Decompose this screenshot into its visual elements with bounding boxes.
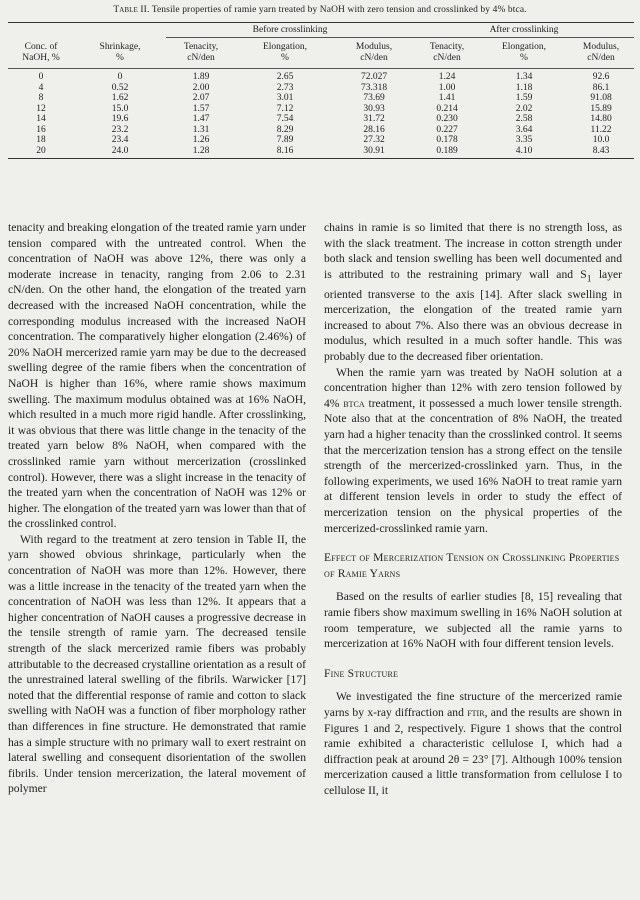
table-body bbox=[8, 69, 634, 159]
table-cell: 92.6 bbox=[592, 72, 610, 82]
column-header: Modulus, cN/den bbox=[334, 38, 414, 69]
table-cell: 0 bbox=[117, 72, 123, 82]
table-cell: 8.43 bbox=[592, 145, 610, 156]
small-caps-term: btca bbox=[343, 396, 365, 410]
column-header: Elongation, % bbox=[236, 38, 334, 69]
table-cell: 23.2 bbox=[111, 124, 129, 135]
table-cell: 0.178 bbox=[436, 135, 458, 145]
left-text-column bbox=[8, 220, 306, 797]
table-row bbox=[8, 93, 634, 104]
table-cell: 18 bbox=[36, 135, 46, 145]
table-cell: 14 bbox=[36, 114, 46, 124]
column-header: Tenacity, cN/den bbox=[414, 38, 480, 69]
table-cell: 1.24 bbox=[438, 72, 456, 82]
table-cell: 1.62 bbox=[111, 93, 129, 103]
table-cell: 0 bbox=[38, 72, 44, 82]
section-heading: Fine Structure bbox=[324, 666, 399, 680]
table-row bbox=[8, 104, 634, 115]
table-cell: 2.65 bbox=[276, 72, 294, 82]
table-cell: 8.16 bbox=[276, 145, 294, 156]
table-cell: 1.47 bbox=[192, 114, 210, 124]
column-header: Modulus, cN/den bbox=[568, 38, 634, 69]
paragraph: chains in ramie is so limited that there is no strength loss, as with the slack treatment. The increase in cotton strength under both slack and tension swelling has been well documented and is attributed to the restraining primary wall and $S_1$ layer oriented transverse to the axis [14]. After slack swelling in mercerization, the elongation of the treated ramie yarn increased to about 7%. Also there was an obvious decrease in modulus, which resulted in a much softer handle. This was probably due to the decreased fiber orientation. bbox=[324, 221, 622, 364]
table-cell: 3.64 bbox=[515, 124, 533, 135]
table-cell: 12 bbox=[36, 103, 46, 114]
paragraph: When the ramie yarn was treated by NaOH solution at a concentration higher than 12% with zero tension followed by 4% btca treatment, it possessed a much lower tensile strength. Note also that at the concentration of 8% NaOH, the treated yarn had a higher tenacity than the crosslinked control. It seems that the mercerization tension has a strong effect on the tensile strength of the mercerized-crosslinked yarn. Thus, in the following experiments, we used 16% NaOH to treat ramie yarn at different tension levels in order to study the effect of mercerization tension on the physical properties of the mercerized-crosslinked ramie yarn. bbox=[324, 365, 622, 535]
table-caption bbox=[0, 5, 640, 15]
table-cell: 20 bbox=[36, 145, 46, 156]
table-cell: 1.41 bbox=[438, 93, 456, 103]
table-cell: 7.54 bbox=[276, 114, 294, 124]
table-cell: 3.01 bbox=[276, 93, 294, 103]
table-cell: 27.32 bbox=[363, 135, 385, 145]
table-cell: 1.31 bbox=[192, 124, 210, 135]
table-cell: 1.89 bbox=[192, 72, 210, 82]
table-cell: 1.18 bbox=[515, 82, 533, 93]
table-cell: 0.52 bbox=[111, 82, 129, 93]
table-cell: 86.1 bbox=[592, 82, 610, 93]
tensile-properties-table bbox=[8, 22, 634, 159]
table-row bbox=[8, 146, 634, 159]
table-cell: 2.00 bbox=[192, 82, 210, 93]
table-row bbox=[8, 125, 634, 136]
paragraph: We investigated the fine structure of the mercerized ramie yarns by x-ray diffraction and ftir, and the results are shown in Figures 1 and 2, respectively. Figure 1 shows that the control ramie exhibited a characteristic cellulose I, which had a diffraction peak at around 2θ = 23° [7]. Although 100% tension mercerization caused a little transformation from cellulose I to cellulose II, it bbox=[324, 690, 622, 797]
section-heading: Effect of Mercerization Tension on Crosslinking Properties of Ramie Yarns bbox=[324, 551, 620, 580]
table-row bbox=[8, 114, 634, 125]
table-cell: 1.26 bbox=[192, 135, 210, 145]
subscript: 1 bbox=[586, 273, 592, 285]
table-cell: 3.35 bbox=[515, 135, 533, 145]
table-cell: 0.227 bbox=[436, 124, 458, 135]
right-text-column bbox=[324, 220, 622, 799]
table-cell: 1.34 bbox=[515, 72, 533, 82]
column-header: Elongation, % bbox=[480, 38, 568, 69]
table-cell: 15.0 bbox=[111, 103, 129, 114]
paragraph: tenacity and breaking elongation of the treated ramie yarn under tension compared with the untreated control. When the concentration of NaOH was above 12%, there was only a moderate increase in tenacity, ranging from 2.06 to 2.31 cN/den. On the other hand, the elongation of the treated yarn decreased with the increased NaOH concentration, while the corresponding modulus increased with the increased NaOH concentration. The comparatively higher elongation (2.46%) of 20% NaOH mercerized ramie yarn may be due to the decreased swelling degree of the ramie fibers when the concentration of NaOH is higher than 16%, where ramie shows maximum swelling. The maximum modulus obtained was at 16% NaOH, which resulted in a much more rigid handle. After crosslinking, it was obvious that there was little change in the tenacity of the treated yarn below 8% NaOH, when compared with the crosslinked ramie yarn without mercerization (crosslinked control). However, there was a slight increase in the tenacity of the treated yarn when the concentration of NaOH was 12% or higher. The elongation of the treated yarn was lower than that of the crosslinked control. bbox=[8, 221, 306, 531]
table-cell: 11.22 bbox=[590, 124, 612, 135]
table-cell: 31.72 bbox=[363, 114, 385, 124]
small-caps-term: ftir bbox=[467, 705, 485, 719]
table-cell: 19.6 bbox=[111, 114, 129, 124]
column-header: Shrinkage, % bbox=[74, 38, 166, 69]
table-cell: 10.0 bbox=[592, 135, 610, 145]
table-cell: 1.00 bbox=[438, 82, 456, 93]
table-cell: 2.07 bbox=[192, 93, 210, 103]
table-cell: 28.16 bbox=[363, 124, 385, 135]
table-cell: 2.73 bbox=[276, 82, 294, 93]
table-caption-text: Tensile properties of ramie yarn treated by NaOH with zero tension and crosslinked by 4% btca. bbox=[151, 5, 527, 15]
group-after-crosslinking: After crosslinking bbox=[414, 23, 634, 38]
table-cell: 16 bbox=[36, 124, 46, 135]
table-cell: 7.89 bbox=[276, 135, 294, 145]
table-cell: 30.93 bbox=[363, 103, 385, 114]
table-cell: 15.89 bbox=[590, 103, 612, 114]
table-cell: 2.02 bbox=[515, 103, 533, 114]
table-row bbox=[8, 135, 634, 146]
table-cell: 2.58 bbox=[515, 114, 533, 124]
table-cell: 7.12 bbox=[276, 103, 294, 114]
table-caption-label: Table II. bbox=[113, 5, 150, 15]
table-cell: 1.28 bbox=[192, 145, 210, 156]
table-cell: 0.230 bbox=[436, 114, 458, 124]
table-cell: 72.027 bbox=[360, 72, 388, 82]
table-cell: 1.59 bbox=[515, 93, 533, 103]
table-cell: 73.318 bbox=[360, 82, 388, 93]
column-header: Tenacity, cN/den bbox=[166, 38, 236, 69]
table-cell: 1.57 bbox=[192, 103, 210, 114]
table-group-header-row bbox=[8, 23, 634, 38]
table-row bbox=[8, 69, 634, 83]
table-cell: 0.214 bbox=[436, 103, 458, 114]
table-cell: 14.80 bbox=[590, 114, 612, 124]
table-cell: 0.189 bbox=[436, 145, 458, 156]
table-cell: 23.4 bbox=[111, 135, 129, 145]
table-cell: 8.29 bbox=[276, 124, 294, 135]
table-cell: 73.69 bbox=[363, 93, 385, 103]
column-header: Conc. of NaOH, % bbox=[8, 38, 74, 69]
table-row bbox=[8, 83, 634, 94]
table-cell: 91.08 bbox=[590, 93, 612, 103]
table-cell: 4 bbox=[38, 82, 44, 93]
paragraph: Based on the results of earlier studies [8, 15] revealing that ramie fibers show maximum swelling in 16% NaOH solution at room temperature, we subjected all the ramie yarns to mercerization at 16% NaOH with four different tension levels. bbox=[324, 590, 622, 651]
table-cell: 24.0 bbox=[111, 145, 129, 156]
paragraph: With regard to the treatment at zero tension in Table II, the yarn showed obvious shrinkage, particularly when the concentration of NaOH was more than 12%. However, there was a little increase in the tenacity of the treated yarn when the concentration of NaOH was less than 12%. It appears that a higher concentration of NaOH causes a progressive decrease in the tensile strength of ramie yarn. The decreased tensile strength of the slack mercerized ramie fibers was probably attributable to the decreased crystalline orientation as a result of the unrestrained lateral swelling of the fibrils. Warwicker [17] noted that the differential response of ramie and cotton to slack swelling with NaOH was a function of fiber morphology rather than differences in fine structure. He demonstrated that ramie has a simple structure with no primary wall to exert restraint on lateral swelling and consequent disorientation of the swollen fibrils. Under tension mercerization, the lateral movement of polymer bbox=[8, 532, 306, 796]
group-before-crosslinking: Before crosslinking bbox=[166, 23, 414, 38]
table-cell: 30.91 bbox=[363, 145, 385, 156]
table-cell: 4.10 bbox=[515, 145, 533, 156]
table-cell: 8 bbox=[38, 93, 44, 103]
table-column-header-row bbox=[8, 38, 634, 69]
